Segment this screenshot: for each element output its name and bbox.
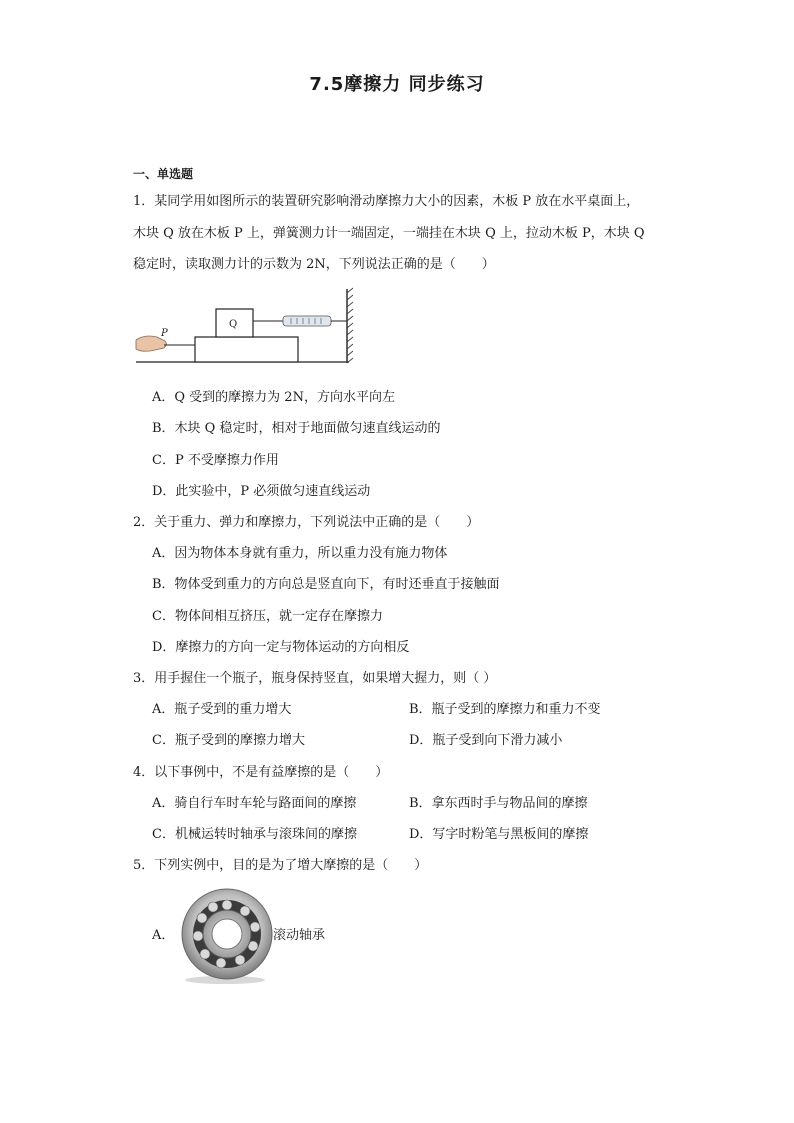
label-q: Q: [229, 319, 238, 330]
q2-option-a: A．因为物体本身就有重力，所以重力没有施力物体: [152, 546, 448, 561]
q5-option-a-letter: A．: [152, 928, 175, 943]
q1-apparatus-diagram: [131, 287, 361, 371]
q1-option-a: A．Q 受到的摩擦力为 2N，方向水平向左: [152, 390, 395, 405]
q1-option-b: B．木块 Q 稳定时，相对于地面做匀速直线运动的: [152, 421, 441, 436]
q3-option-b: B．瓶子受到的摩擦力和重力不变: [409, 702, 601, 717]
spring-scale: [283, 316, 331, 326]
q1-option-d: D．此实验中，P 必须做匀速直线运动: [152, 484, 371, 499]
ball-bearing-image: [177, 888, 273, 984]
q4-option-d: D．写字时粉笔与黑板间的摩擦: [409, 827, 589, 842]
section-heading: 一、单选题: [133, 167, 194, 181]
q2-option-b: B．物体受到重力的方向总是竖直向下，有时还垂直于接触面: [152, 577, 500, 592]
q4-option-a: A．骑自行车时车轮与路面间的摩擦: [152, 796, 357, 811]
q4-stem: 4．以下事例中，不是有益摩擦的是（ ）: [133, 765, 389, 780]
q1-stem-line-1: 1．某同学用如图所示的装置研究影响滑动摩擦力大小的因素，木板 P 放在水平桌面上，: [133, 194, 640, 209]
board-p: [195, 337, 298, 362]
q3-stem: 3．用手握住一个瓶子，瓶身保持竖直，如果增大握力，则（ ）: [133, 671, 497, 686]
q2-option-c: C．物体间相互挤压，就一定存在摩擦力: [152, 609, 383, 624]
q4-option-c: C．机械运转时轴承与滚珠间的摩擦: [152, 827, 357, 842]
q1-stem-line-2: 木块 Q 放在木板 P 上，弹簧测力计一端固定，一端挂在木块 Q 上，拉动木板 P，木块 Q: [133, 226, 645, 241]
q5-option-a-caption: 滚动轴承: [273, 928, 326, 943]
q2-option-d: D．摩擦力的方向一定与物体运动的方向相反: [152, 640, 410, 655]
label-p: P: [161, 328, 168, 339]
q2-stem: 2．关于重力、弹力和摩擦力，下列说法中正确的是（ ）: [133, 515, 480, 530]
page-title: 7.5摩擦力 同步练习: [309, 74, 485, 95]
q3-option-c: C．瓶子受到的摩擦力增大: [152, 733, 305, 748]
q3-option-a: A．瓶子受到的重力增大: [152, 702, 292, 717]
q1-option-c: C．P 不受摩擦力作用: [152, 453, 279, 468]
q1-stem-line-3: 稳定时，读取测力计的示数为 2N，下列说法正确的是（ ）: [133, 257, 495, 272]
q3-option-d: D．瓶子受到向下滑力减小: [409, 733, 563, 748]
q5-stem: 5．下列实例中，目的是为了增大摩擦的是（ ）: [133, 858, 428, 873]
q4-option-b: B．拿东西时手与物品间的摩擦: [409, 796, 588, 811]
